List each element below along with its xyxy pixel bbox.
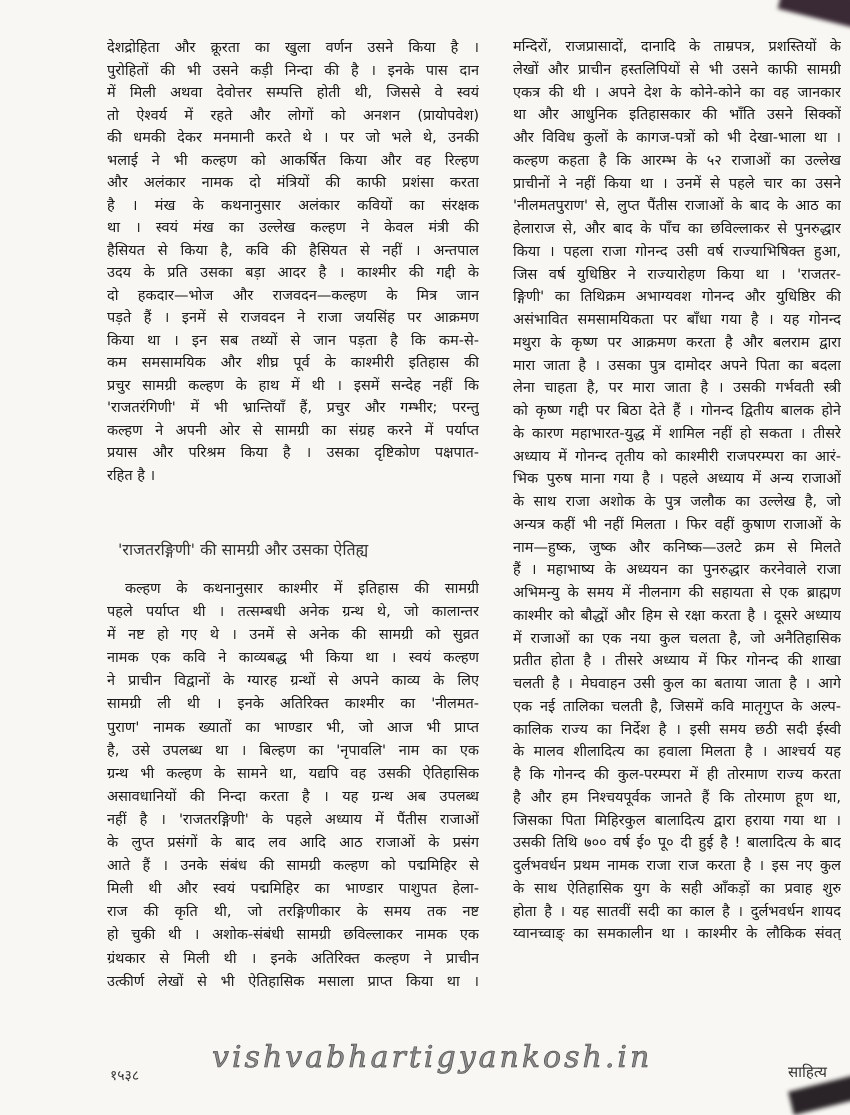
text-line: तो ऐश्वर्य में रहते और लोगों को अनशन (प्रायोपवेश): [107, 107, 479, 124]
text-line: असंभावित समसामयिकता पर बाँधा गया है । यह गोनन्द: [513, 312, 841, 328]
text-line: ग्रंथकार से मिली थी । इनके अतिरिक्त कल्हण ने प्राचीन: [107, 950, 479, 967]
text-line: उदय के प्रति उसका बड़ा आदर है । काश्मीर की गद्दी के: [107, 265, 479, 281]
text-line: के लुप्त प्रसंगों के बाद लव आदि आठ राजाओं के प्रसंग: [107, 835, 479, 852]
text-line: सामग्री ली थी । इनके अतिरिक्त काश्मीर का 'नीलमत-: [107, 696, 479, 713]
text-line: उसकी तिथि ७०० वर्ष ई० पू० दी हुई है ! बालादित्य के बाद: [513, 835, 841, 852]
text-line: पुरोहितों की भी उसने कड़ी निन्दा की है । इनके पास दान: [107, 62, 479, 79]
text-line: पड़ते हैं । इनमें से राजवदन ने राजा जयसिंह पर आक्रमण: [107, 310, 479, 326]
text-line: नामक एक कवि ने काव्यबद्ध भी किया था । स्वयं कल्हण: [107, 650, 479, 667]
text-line: प्रयास और परिश्रम किया है । उसका दृष्टिकोण पक्षपात-: [107, 445, 479, 461]
text-line: किया था । इन सब तथ्यों से जान पड़ता है कि कम-से-: [107, 332, 479, 349]
text-line: है कि गोनन्द की कुल-परम्परा में ही तोरमाण राज्य करता: [513, 767, 841, 783]
text-line: था । स्वयं मंख का उल्लेख कल्हण ने केवल मंत्री की: [107, 220, 479, 236]
text-line: 'राजतरंगिणी' में भी भ्रान्तियाँ हैं, प्रचुर और गम्भीर; परन्तु: [107, 400, 479, 416]
text-line: ग्रन्थ भी कल्हण के सामने था, यद्यपि वह उसकी ऐतिहासिक: [107, 765, 479, 782]
text-line: पुराण' नामक ख्यातों का भाण्डार भी, जो आज भी प्राप्त: [107, 719, 479, 736]
text-line: ङ्गिणी' का तिथिक्रम अभाग्यवश गोनन्द और युधिष्ठिर की: [513, 289, 841, 306]
page-number: १५३८: [110, 1068, 140, 1084]
text-line: हैं । महाभाष्य के अध्ययन का पुनरुद्धार करनेवाले राजा: [513, 562, 841, 579]
text-line: रहित है ।: [107, 467, 156, 484]
text-line: कालिक राज्य का निर्देश है । इसी समय छठी सदी ईस्वी: [513, 721, 841, 738]
text-line: है और हम निश्चयपूर्वक जानते हैं कि तोरमाण हूण था,: [513, 789, 841, 806]
text-line: जिसका पिता मिहिरकुल बालादित्य द्वारा हराया गया था ।: [513, 812, 841, 829]
text-line: किया । पहला राजा गोनन्द उसी वर्ष राज्याभिषिक्त हुआ,: [513, 243, 841, 260]
text-line: एकत्र की थी । अपने देश के कोने-कोने का वह जानकार: [513, 84, 841, 101]
text-line: दो हकदार—भोज और राजवदन—कल्हण के मित्र जान: [107, 287, 479, 304]
text-line: 'नीलमतपुराण' से, लुप्त पैंतीस राजाओं के बाद के आठ का: [513, 198, 841, 215]
text-line: असावधानियों की निन्दा करता है । यह ग्रन्थ अब उपलब्ध: [107, 788, 479, 805]
text-line: की धमकी देकर मनमानी करते थे । पर जो भले थे, उनकी: [107, 130, 479, 146]
text-line: अन्यत्र कहीं भी नहीं मिलता । फिर वहीं कुषाण राजाओं के: [513, 516, 841, 533]
text-line: अध्याय में गोनन्द तृतीय को काश्मीरी राजपरम्परा का आरं-: [513, 448, 841, 465]
text-line: काश्मीर को बौद्धों और हिम से रक्षा करता है । दूसरे अध्याय: [513, 607, 841, 624]
text-line: के साथ राजा अशोक के पुत्र जलौक का उल्लेख है, जो: [513, 494, 841, 510]
text-line: लेना चाहता है, पर मारा जाता है । उसकी गर्भवती स्त्री: [513, 380, 841, 397]
text-line: में नष्ट हो गए थे । उनमें से अनेक की सामग्री को सुव्रत: [107, 627, 479, 644]
text-line: मन्दिरों, राजप्रासादों, दानादि के ताम्रपत्र, प्रशस्तियों के: [513, 39, 841, 55]
left-column-paragraph-1: [107, 37, 479, 487]
text-line: उत्कीर्ण लेखों से भी ऐतिहासिक मसाला प्राप्त किया था ।: [107, 973, 479, 990]
text-line: मिली थी और स्वयं पद्ममिहिर का भाण्डार पाशुपत हेला-: [107, 881, 479, 898]
left-column-paragraph-2: [107, 578, 479, 994]
text-line: हो चुकी थी । अशोक-संबंधी सामग्री छविल्लाकर नामक एक: [107, 927, 479, 944]
text-line: राज की कृति थी, जो तरङ्गिणीकार के समय तक नष्ट: [107, 904, 479, 921]
text-line: जिस वर्ष युधिष्ठिर ने राज्यारोहण किया था । 'राजतर-: [513, 266, 841, 283]
text-line: कम समसामयिक और शीघ्र पूर्व के काश्मीरी इतिहास की: [107, 355, 479, 371]
text-line: दुर्लभवर्धन प्रथम नामक राजा राज करता है । इस नए कुल: [513, 858, 841, 874]
text-line: आते हैं । उनके संबंध की सामग्री कल्हण को पद्ममिहिर से: [107, 858, 479, 875]
text-line: नाम—हुष्क, जुष्क और कनिष्क—उलटे क्रम से मिलते: [513, 539, 841, 556]
text-line: के कारण महाभारत-युद्ध में शामिल नहीं हो सकता । तीसरे: [513, 425, 841, 442]
text-line: में राजाओं का एक नया कुल चलता है, जो अनैतिहासिक: [513, 630, 841, 647]
text-line: प्रतीत होता है । तीसरे अध्याय में फिर गोनन्द की शाखा: [513, 653, 841, 670]
text-line: के साथ ऐतिहासिक युग के सही आँकड़ों का प्रवाह शुरु: [513, 880, 841, 897]
text-line: और अलंकार नामक दो मंत्रियों की काफी प्रशंसा करता: [107, 175, 479, 191]
text-line: मथुरा के कृष्ण पर आक्रमण करता है और बलराम द्वारा: [513, 334, 841, 351]
section-label: साहित्य: [788, 1063, 827, 1081]
scan-edge-shadow: [778, 0, 850, 30]
watermark: vishvabhartigyankosh.in: [212, 1040, 653, 1075]
text-line: है । मंख के कथनानुसार अलंकार कवियों का संरक्षक: [107, 197, 479, 214]
text-line: नहीं है । 'राजतरङ्गिणी' के पहले अध्याय में पैंतीस राजाओं: [107, 811, 479, 828]
text-line: ने प्राचीन विद्वानों के ग्यारह ग्रन्थों से अपने काव्य के लिए: [107, 673, 479, 690]
text-line: य्वानच्वाङ् का समकालीन था । काश्मीर के लौकिक संवत्: [513, 926, 841, 943]
text-line: प्रचुर सामग्री कल्हण के हाथ में थी । इसमें सन्देह नहीं कि: [107, 377, 479, 394]
text-line: प्राचीनों ने नहीं किया था । उनमें से पहले चार का उसने: [513, 175, 841, 192]
text-line: होता है । यह सातवीं सदी का काल है । दुर्लभवर्धन शायद: [513, 903, 841, 920]
text-line: हेलाराज से, और बाद के पाँच का छविल्लाकर से पुनरुद्धार: [513, 221, 841, 237]
text-line: लेखों और प्राचीन हस्तलिपियों से भी उसने काफी सामग्री: [513, 61, 841, 78]
text-line: एक नई तालिका चलती है, जिसमें कवि मातृगुप्त के अल्प-: [513, 698, 841, 715]
text-line: भलाई ने भी कल्हण को आकर्षित किया और वह रिल्हण: [107, 152, 479, 169]
text-line: चलती है । मेघवाहन उसी कुल का बताया जाता है । आगे: [513, 676, 841, 692]
section-heading: 'राजतरङ्गिणी' की सामग्री और उसका ऐतिह्य: [118, 540, 369, 559]
text-line: है, उसे उपलब्ध था । बिल्हण का 'नृपावलि' नाम का एक: [107, 742, 479, 759]
text-line: हैसियत से किया है, कवि की हैसियत से नहीं । अन्तपाल: [107, 242, 479, 259]
text-line: देशद्रोहिता और क्रूरता का खुला वर्णन उसने किया है ।: [107, 40, 479, 56]
text-line: पहले पर्याप्त थी । तत्सम्बधी अनेक ग्रन्थ थे, जो कालान्तर: [107, 604, 479, 621]
text-line: और विविध कुलों के कागज-पत्रों को भी देखा-भाला था ।: [513, 130, 841, 146]
text-line: को कृष्ण गद्दी पर बिठा देते हैं । गोनन्द द्वितीय बालक होने: [513, 403, 841, 419]
text-line: कल्हण कहता है कि आरम्भ के ५२ राजाओं का उल्लेख: [513, 152, 841, 169]
text-line: के मालव शीलादित्य का हवाला मिलता है । आश्चर्य यह: [513, 744, 841, 761]
text-line: अभिमन्यु के समय में नीलनाग की सहायता से एक ब्राह्मण: [513, 585, 841, 601]
text-line: मारा जाता है । उसका पुत्र दामोदर अपने पिता का बदला: [513, 357, 841, 374]
text-line: कल्हण ने अपनी ओर से सामग्री का संग्रह करने में पर्याप्त: [107, 422, 479, 439]
text-line: में मिली अथवा देवोत्तर सम्पत्ति होती थी, जिससे वे स्वयं: [107, 85, 479, 101]
text-line: भिक पुरुष माना गया है । पहले अध्याय में अन्य राजाओं: [513, 471, 841, 488]
right-column-text: [513, 36, 841, 946]
text-line: कल्हण के कथनानुसार काश्मीर में इतिहास की सामग्री: [125, 581, 479, 597]
text-line: था और आधुनिक इतिहासकार की भाँति उसने सिक्कों: [513, 107, 841, 124]
